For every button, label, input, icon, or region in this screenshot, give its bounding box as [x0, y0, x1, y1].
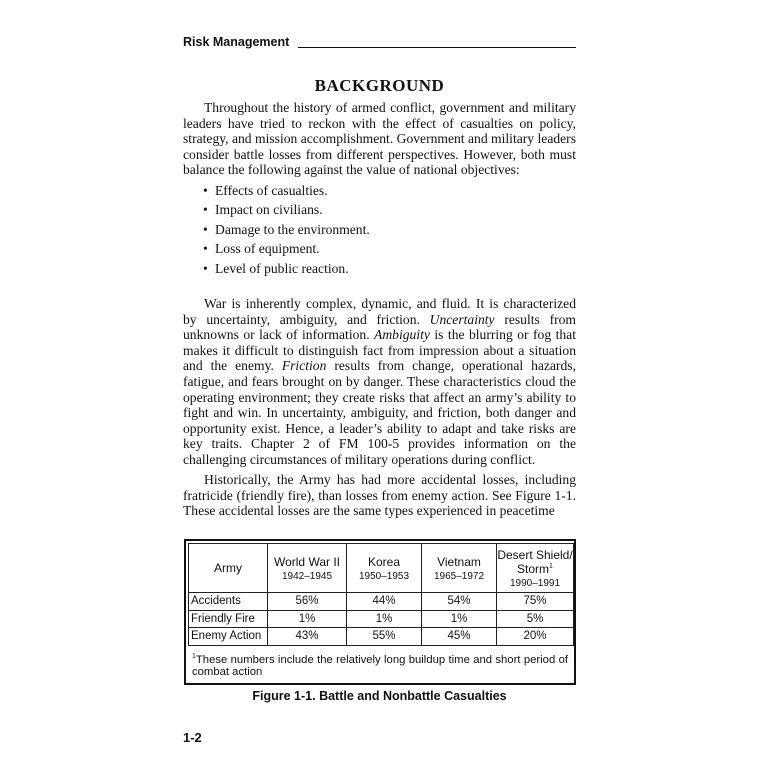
column-header-army: Army — [189, 544, 268, 593]
figure-caption: Figure 1-1. Battle and Nonbattle Casualties — [252, 689, 507, 703]
row-label: Enemy Action — [189, 628, 268, 646]
bullet-icon: • — [203, 202, 208, 218]
bullet-icon: • — [203, 221, 208, 237]
table-cell: 44% — [347, 593, 422, 611]
row-label: Accidents — [189, 593, 268, 611]
text-span: results from unknowns or lack of information. — [183, 311, 576, 343]
list-item-text: Effects of casualties. — [215, 182, 328, 198]
table-row — [189, 610, 574, 628]
war-block — [183, 296, 576, 468]
list-item-text: Level of public reaction. — [215, 260, 349, 276]
row-label: Friendly Fire — [189, 610, 268, 628]
list-item — [203, 259, 576, 279]
footnote-mark: 1 — [549, 562, 553, 570]
list-item-text: Impact on civilians. — [215, 202, 323, 218]
table-row — [189, 628, 574, 646]
history-block — [183, 472, 576, 519]
term-friction: Friction — [281, 358, 327, 374]
paragraph-war-characteristics — [183, 296, 576, 468]
column-header: Korea 1950–1953 — [347, 544, 422, 593]
bullet-icon: • — [203, 260, 208, 276]
list-item — [203, 239, 576, 259]
list-item — [203, 200, 576, 220]
column-header: Desert Shield/ Storm$^1$ 1990–1991 — [497, 544, 574, 593]
table-cell: 75% — [497, 593, 574, 611]
bullet-icon: • — [203, 241, 208, 257]
column-header: Vietnam 1965–1972 — [422, 544, 497, 593]
header-rule — [298, 47, 576, 48]
list-item — [203, 220, 576, 240]
running-header: Risk Management — [183, 35, 290, 49]
table-cell: 1% — [422, 610, 497, 628]
page-number: 1-2 — [183, 730, 202, 745]
table-cell: 1% — [268, 610, 347, 628]
table-cell: 43% — [268, 628, 347, 646]
table-cell: 5% — [497, 610, 574, 628]
footnote-text: These numbers include the relatively long buildup time and short period of combat action — [192, 653, 568, 679]
table-cell: 55% — [347, 628, 422, 646]
list-item-text: Damage to the environment. — [215, 221, 370, 237]
intro-block — [183, 100, 576, 282]
table-cell: 1% — [347, 610, 422, 628]
term-ambiguity: Ambiguity — [374, 327, 430, 343]
table-cell: 20% — [497, 628, 574, 646]
list-item — [203, 181, 576, 201]
text-span: results from change, operational hazards, fatigue, and fears brought on by danger. These characteristics cloud the operating environment; they create risks that affect an army’s ability to fight and win. In uncertainty, ambiguity, and friction, both danger and opportunity exist. Hence, a leader’s ability to adapt and take risks are key traits. Chapter 2 of FM 100-5 provides information on the challenging circumstances of military operations during conflict. — [183, 358, 576, 467]
casualties-table — [188, 543, 574, 646]
table-footnote — [192, 648, 568, 680]
column-header: World War II 1942–1945 — [268, 544, 347, 593]
casualties-figure — [184, 539, 576, 685]
table-row — [189, 593, 574, 611]
paragraph-history: Historically, the Army has had more accidental losses, including fratricide (friendly fire), than losses from enemy action. See Figure 1-1. These accidental losses are the same types experienced in peacetime — [183, 472, 576, 519]
table-header-row — [189, 544, 574, 593]
section-title: BACKGROUND — [314, 76, 445, 95]
paragraph-intro: Throughout the history of armed conflict, government and military leaders have tried to reckon with the effect of casualties on policy, strategy, and mission accomplishment. Government and military leaders consider battle losses from different perspectives. However, both must balance the following against the value of national objectives: — [183, 100, 576, 178]
bullet-icon: • — [203, 182, 208, 198]
term-uncertainty: Uncertainty — [429, 311, 495, 327]
table-cell: 45% — [422, 628, 497, 646]
text-span: is the blurring or fog that makes it difficult to distinguish fact from impression about a situation and the enemy. — [183, 327, 576, 374]
bullet-list — [183, 181, 576, 279]
table-cell: 54% — [422, 593, 497, 611]
footnote-mark: 1 — [192, 652, 196, 660]
list-item-text: Loss of equipment. — [215, 241, 320, 257]
text-span: War is inherently complex, dynamic, and fluid. It is characterized by uncertainty, ambiguity, and friction. — [183, 296, 576, 327]
table-cell: 56% — [268, 593, 347, 611]
